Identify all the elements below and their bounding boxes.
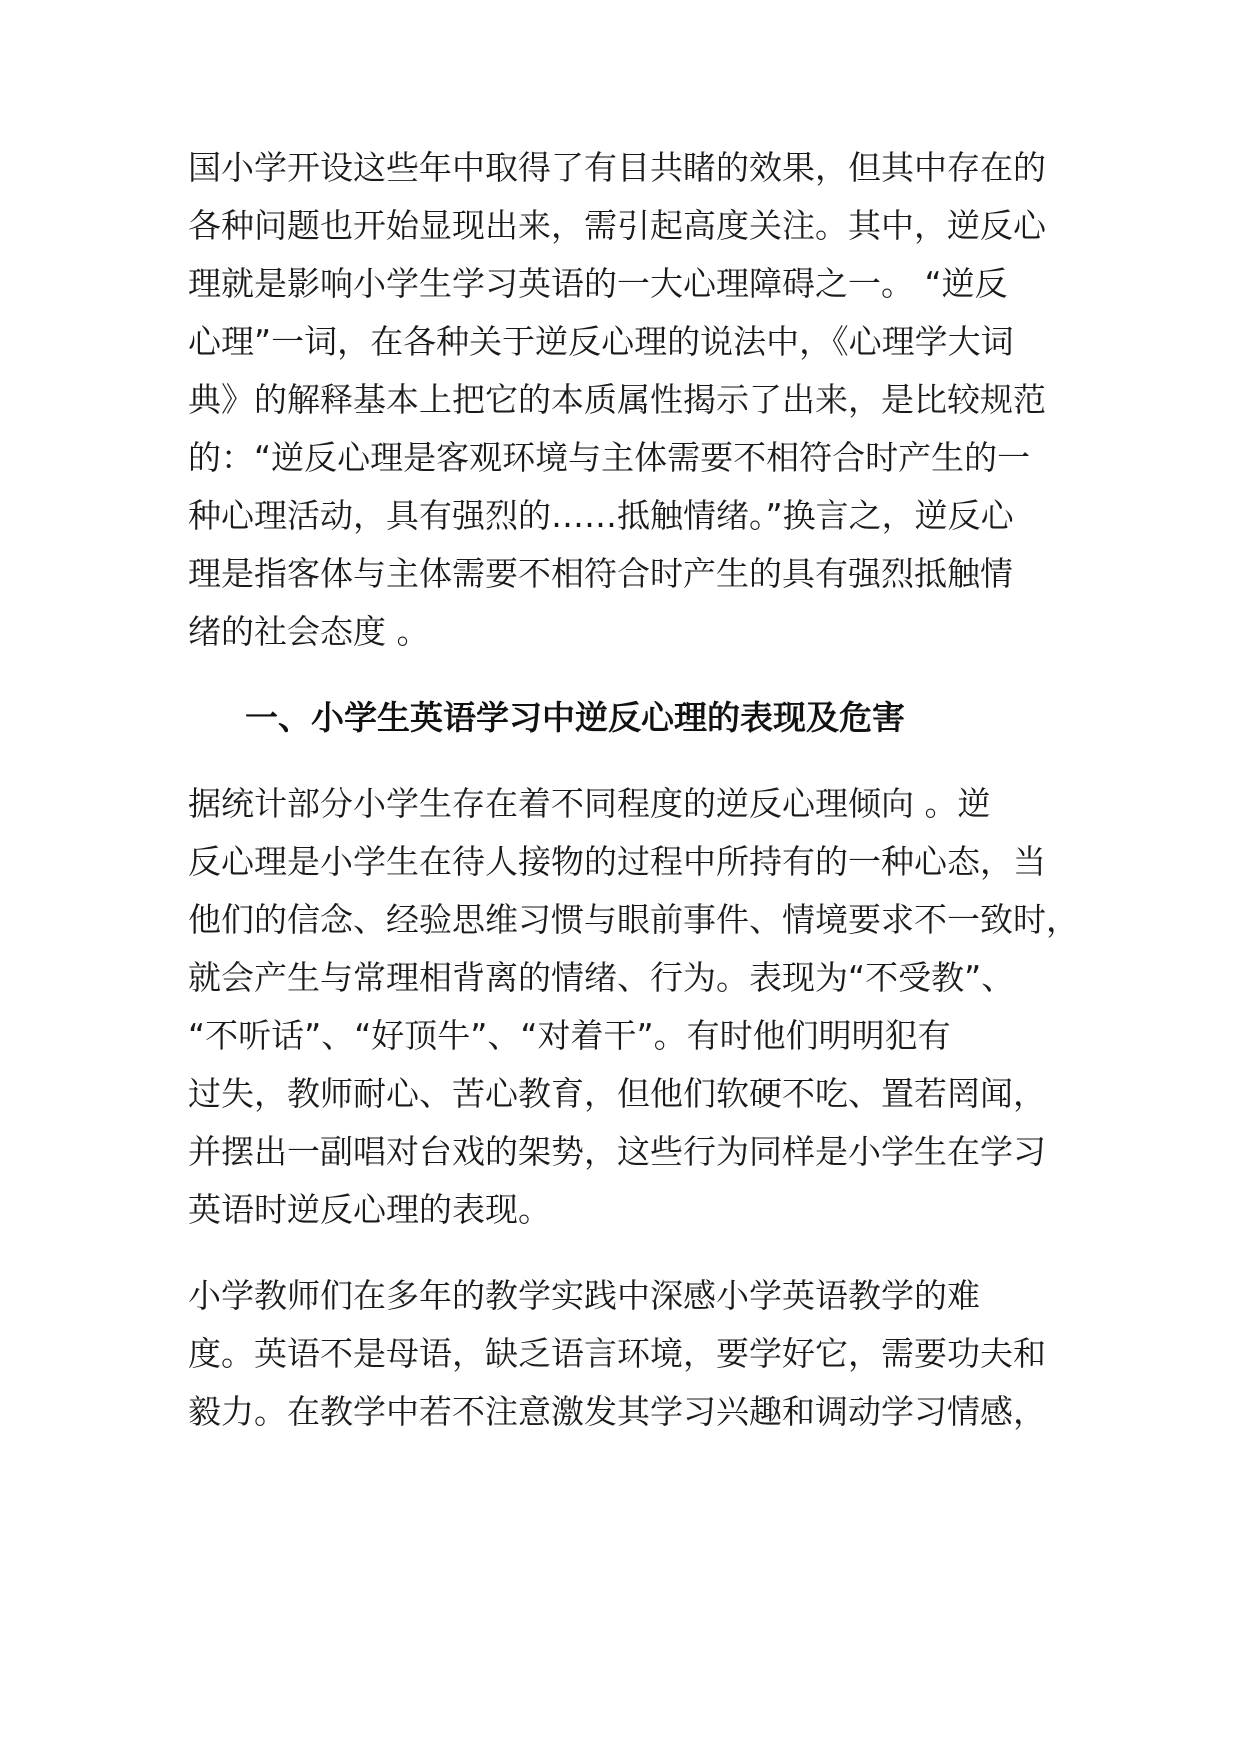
paragraph-line: 理就是影响小学生学习英语的一大心理障碍之一。 “逆反	[188, 264, 1008, 303]
section-heading: 一、小学生英语学习中逆反心理的表现及危害	[245, 698, 905, 737]
paragraph-line: 小学教师们在多年的教学实践中深感小学英语教学的难	[188, 1276, 980, 1315]
paragraph-line: 并摆出一副唱对台戏的架势，这些行为同样是小学生在学习	[188, 1132, 1046, 1171]
paragraph-line: 绪的社会态度 。	[188, 612, 430, 651]
paragraph-line: 理是指客体与主体需要不相符合时产生的具有强烈抵触情	[188, 554, 1013, 593]
paragraph-line: 的：“逆反心理是客观环境与主体需要不相符合时产生的一	[188, 438, 1031, 477]
paragraph-line: “不听话”、“好顶牛”、“对着干”。有时他们明明犯有	[188, 1016, 951, 1055]
paragraph-line: 据统计部分小学生存在着不同程度的逆反心理倾向 。逆	[188, 784, 991, 823]
paragraph-line: 国小学开设这些年中取得了有目共睹的效果，但其中存在的	[188, 148, 1046, 187]
paragraph-line: 种心理活动，具有强烈的……抵触情绪。”换言之，逆反心	[188, 496, 1014, 535]
paragraph-line: 心理”一词，在各种关于逆反心理的说法中，《心理学大词	[188, 322, 1014, 361]
paragraph-line: 英语时逆反心理的表现。	[188, 1190, 551, 1229]
paragraph-line: 反心理是小学生在待人接物的过程中所持有的一种心态，当	[188, 842, 1046, 881]
paragraph-line: 就会产生与常理相背离的情绪、行为。表现为“不受教”、	[188, 958, 1015, 997]
paragraph-line: 过失，教师耐心、苦心教育，但他们软硬不吃、置若罔闻，	[188, 1074, 1046, 1113]
paragraph-line: 他们的信念、经验思维习惯与眼前事件、情境要求不一致时，	[188, 900, 1079, 939]
paragraph-line: 度。英语不是母语，缺乏语言环境，要学好它，需要功夫和	[188, 1334, 1046, 1373]
paragraph-line: 各种问题也开始显现出来，需引起高度关注。其中，逆反心	[188, 206, 1046, 245]
paragraph-line: 典》的解释基本上把它的本质属性揭示了出来，是比较规范	[188, 380, 1046, 419]
paragraph-line: 毅力。在教学中若不注意激发其学习兴趣和调动学习情感，	[188, 1392, 1046, 1431]
